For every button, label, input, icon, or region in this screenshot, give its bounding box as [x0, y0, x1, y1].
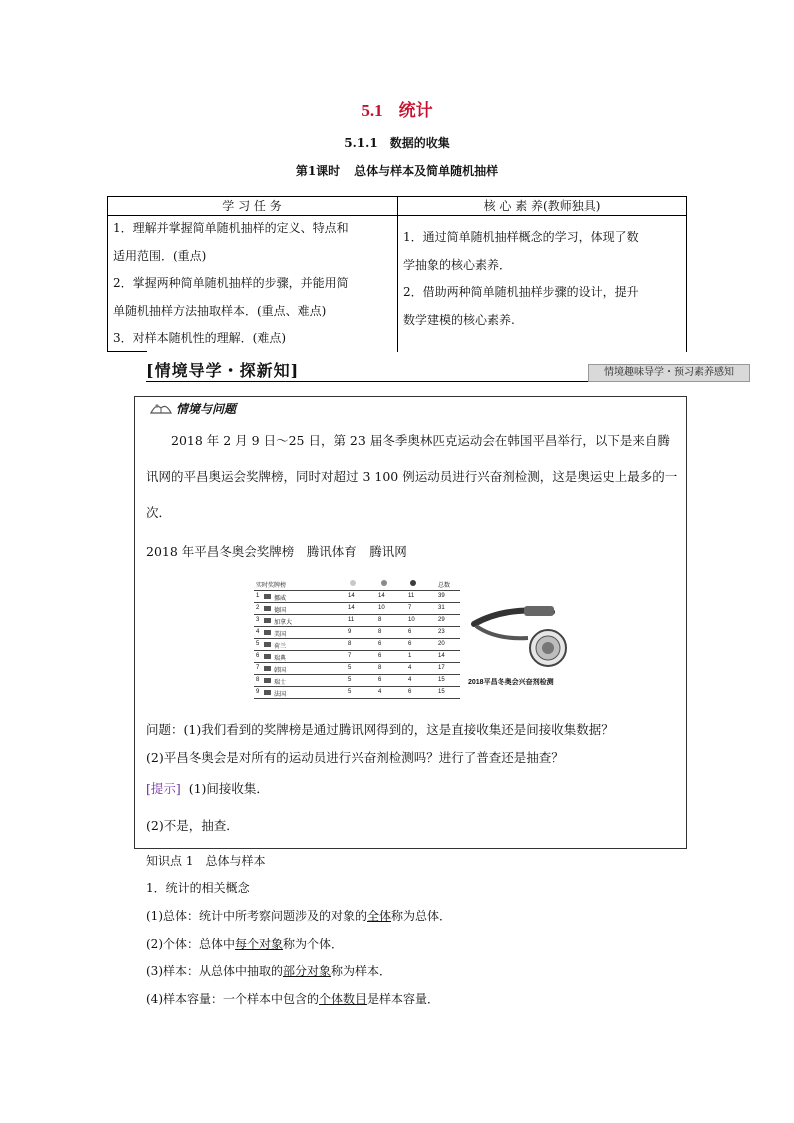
medal-cell-b: 4 — [408, 665, 412, 671]
scenario-heading — [150, 400, 236, 418]
section-title-text: 数据的收集 — [389, 136, 450, 150]
medal-cell-country: 法国 — [274, 692, 287, 698]
medal-table-row — [254, 663, 460, 675]
medal-cell-g: 9 — [348, 629, 352, 635]
medal-cell-t: 31 — [438, 605, 445, 611]
medal-cell-country: 韩国 — [274, 668, 287, 674]
medal-cell-rank: 8 — [256, 677, 260, 683]
medal-table-title: 实时奖牌榜 — [256, 583, 287, 589]
medal-cell-g: 14 — [348, 593, 355, 599]
definition-population — [146, 907, 451, 924]
question-1: 问题：(1)我们看到的奖牌榜是通过腾讯网得到的，这是直接收集还是间接收集数据？ — [146, 722, 614, 737]
hint-line — [146, 779, 269, 797]
medal-cell-rank: 6 — [256, 653, 260, 659]
medal-cell-g: 14 — [348, 605, 355, 611]
flag-icon — [264, 666, 271, 671]
medal-cell-g: 5 — [348, 689, 352, 695]
definition-text: (3)样本：从总体中抽取的 — [146, 964, 283, 978]
medal-cell-country: 瑞士 — [274, 680, 287, 686]
chapter-number: 5.1 — [361, 101, 383, 120]
medal-cell-rank: 4 — [256, 629, 260, 635]
medal-cell-t: 23 — [438, 629, 445, 635]
section-number: 5.1.1 — [344, 136, 378, 150]
definition-key-term: 每个对象 — [235, 937, 284, 951]
medal-table-row — [254, 675, 460, 687]
medal-cell-country: 美国 — [274, 632, 287, 638]
medal-cell-country: 荷兰 — [274, 644, 287, 650]
flag-icon — [264, 690, 271, 695]
flag-icon — [264, 642, 271, 647]
medal-cell-s: 6 — [378, 653, 382, 659]
medal-cell-g: 5 — [348, 677, 352, 683]
medal-cell-t: 15 — [438, 677, 445, 683]
lesson-title-text: 总体与样本及简单随机抽样 — [354, 164, 499, 178]
learning-task-line: 单随机抽样方法抽取样本．(重点、难点) — [113, 303, 327, 318]
knowledge-point-title: 知识点 1 总体与样本 — [146, 854, 266, 868]
flag-icon — [264, 678, 271, 683]
medal-cell-country: 德国 — [274, 608, 287, 614]
medal-table-row — [254, 603, 460, 615]
definition-text: (2)个体：总体中 — [146, 937, 235, 951]
medal-cell-rank: 2 — [256, 605, 260, 611]
medal-cell-t: 39 — [438, 593, 445, 599]
medal-cell-rank: 9 — [256, 689, 260, 695]
medal-cell-s: 10 — [378, 605, 385, 611]
medal-cell-g: 5 — [348, 665, 352, 671]
medal-cell-rank: 3 — [256, 617, 260, 623]
medal-cell-s: 14 — [378, 593, 385, 599]
scenario-paragraph: 2018 年 2 月 9 日～25 日，第 23 届冬季奥林匹克运动会在韩国平昌举行，以下是来自腾讯网的平昌奥运会奖牌榜，同时对超过 3 100 例运动员进行兴奋剂检测，这是奥运史上最多的一次． — [146, 433, 678, 520]
medal-cell-rank: 7 — [256, 665, 260, 671]
chapter-title-text: 统计 — [398, 101, 433, 121]
lesson-title — [0, 162, 794, 179]
learning-task-line: 适用范围．(重点) — [113, 248, 207, 263]
chapter-title — [0, 96, 794, 121]
section-title — [0, 134, 794, 151]
table-right-border — [686, 196, 687, 352]
section-tag: 情境趣味导学・预习素养感知 — [588, 364, 750, 382]
medal-rows — [254, 591, 460, 699]
medal-cell-t: 14 — [438, 653, 445, 659]
definition-text: 称为个体． — [283, 937, 344, 951]
lesson-label: 第1课时 — [295, 164, 341, 178]
core-literacy-line: 2．借助两种简单随机抽样步骤的设计，提升 — [403, 285, 639, 299]
core-literacy-line: 数学建模的核心素养. — [403, 312, 515, 327]
definition-text: 是样本容量． — [367, 992, 440, 1006]
medal-table-header — [254, 576, 460, 591]
medal-cell-b: 6 — [408, 641, 412, 647]
table-middle-border — [397, 196, 398, 352]
doping-test-medal-image — [466, 602, 578, 674]
knowledge-subheading: 1．统计的相关概念 — [146, 881, 250, 895]
flag-icon — [264, 606, 271, 611]
answer-1: (1)间接收集． — [188, 781, 269, 796]
definition-text: (4)样本容量：一个样本中包含的 — [146, 992, 319, 1006]
medal-table-row — [254, 687, 460, 699]
medal-cell-s: 8 — [378, 617, 382, 623]
definition-sample — [146, 962, 391, 979]
medal-cell-rank: 1 — [256, 593, 260, 599]
scenario-heading-text: 情境与问题 — [176, 402, 237, 416]
flag-icon — [264, 618, 271, 623]
medal-cell-b: 6 — [408, 689, 412, 695]
silver-medal-icon — [381, 580, 387, 588]
medal-cell-g: 11 — [348, 617, 355, 623]
medal-cell-b: 6 — [408, 629, 412, 635]
answer-2: (2)不是，抽查． — [146, 818, 239, 833]
medal-table-row — [254, 651, 460, 663]
medal-cell-t: 17 — [438, 665, 445, 671]
book-icon — [150, 401, 172, 418]
core-literacy-line: 学抽象的核心素养． — [403, 257, 512, 272]
medal-cell-country: 加拿大 — [274, 620, 293, 626]
medal-table-row — [254, 591, 460, 603]
table-left-border — [107, 196, 108, 352]
section-rule — [146, 381, 592, 382]
objectives-table — [107, 196, 687, 352]
medal-table — [254, 576, 460, 699]
medal-table-row — [254, 639, 460, 651]
definition-sample-size — [146, 990, 439, 1007]
definition-key-term: 个体数目 — [319, 992, 368, 1006]
medal-cell-t: 20 — [438, 641, 445, 647]
learning-task-line: 1．理解并掌握简单随机抽样的定义、特点和 — [113, 221, 349, 235]
total-label: 总数 — [438, 583, 451, 589]
definition-text: (1)总体：统计中所考察问题涉及的对象的 — [146, 909, 367, 923]
medal-cell-g: 7 — [348, 653, 352, 659]
objectives-right-header: 核 心 素 养(教师独具) — [397, 196, 687, 216]
definition-key-term: 全体 — [367, 909, 392, 923]
medal-cell-s: 6 — [378, 677, 382, 683]
medal-cell-s: 8 — [378, 629, 382, 635]
flag-icon — [264, 630, 271, 635]
section-heading: [情境导学・探新知] — [146, 361, 300, 380]
flag-icon — [264, 654, 271, 659]
definition-text: 称为总体． — [391, 909, 452, 923]
definition-individual — [146, 935, 343, 952]
medal-cell-b: 10 — [408, 617, 415, 623]
medal-cell-b: 11 — [408, 593, 415, 599]
medal-cell-b: 1 — [408, 653, 412, 659]
medal-cell-s: 6 — [378, 641, 382, 647]
learning-task-line: 3．对样本随机性的理解．(难点) — [113, 331, 286, 345]
medal-cell-country: 瑞典 — [274, 656, 287, 662]
medal-table-row — [254, 627, 460, 639]
objectives-left-header: 学 习 任 务 — [107, 196, 397, 216]
medal-cell-b: 4 — [408, 677, 412, 683]
medal-cell-s: 8 — [378, 665, 382, 671]
core-literacy — [403, 224, 685, 334]
source-line: 2018 年平昌冬奥会奖牌榜 腾讯体育 腾讯网 — [146, 544, 407, 559]
hint-label: [提示] — [146, 781, 181, 796]
medal-table-row — [254, 615, 460, 627]
learning-task-line: 2．掌握两种简单随机抽样的步骤，并能用简 — [113, 276, 349, 290]
question-2: (2)平昌冬奥会是对所有的运动员进行兴奋剂检测吗？进行了普查还是抽查？ — [146, 750, 564, 765]
medal-cell-rank: 5 — [256, 641, 260, 647]
bronze-medal-icon — [410, 580, 416, 588]
medal-cell-g: 8 — [348, 641, 352, 647]
core-literacy-line: 1．通过简单随机抽样概念的学习，体现了数 — [403, 230, 639, 244]
definition-text: 称为样本． — [331, 964, 392, 978]
medal-cell-country: 挪威 — [274, 596, 287, 602]
gold-medal-icon — [350, 580, 356, 588]
medal-cell-t: 15 — [438, 689, 445, 695]
definition-key-term: 部分对象 — [283, 964, 332, 978]
medal-cell-b: 7 — [408, 605, 412, 611]
learning-tasks — [113, 215, 395, 353]
flag-icon — [264, 594, 271, 599]
medal-cell-s: 4 — [378, 689, 382, 695]
medal-cell-t: 29 — [438, 617, 445, 623]
image-caption: 2018平昌冬奥会兴奋剂检测 — [468, 679, 554, 686]
